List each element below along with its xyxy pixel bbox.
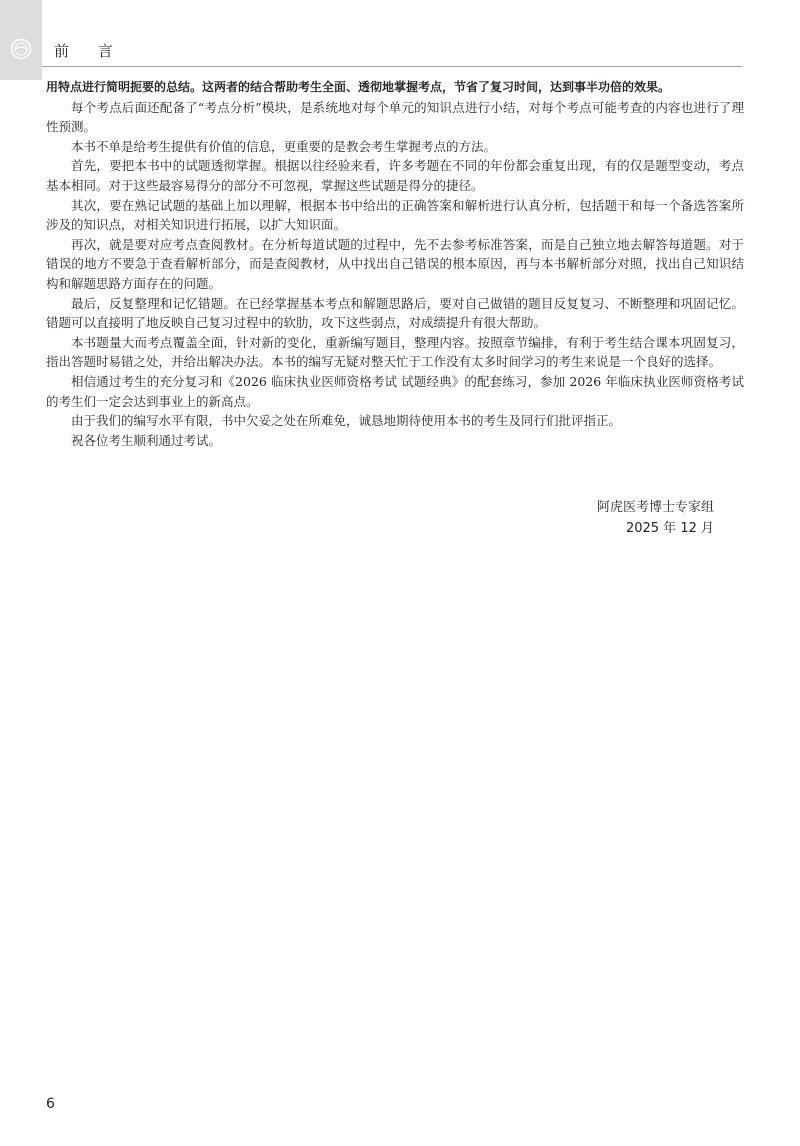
paragraph: 其次，要在熟记试题的基础上加以理解，根据本书中给出的正确答案和解析进行认真分析，包括题干和每一个备选答案所涉及的知识点，对相关知识进行拓展，以扩大知识面。: [46, 197, 744, 233]
signature-date: 2025 年 12 月: [625, 521, 714, 536]
paragraph: 每个考点后面还配备了“考点分析”模块，是系统地对每个单元的知识点进行小结，对每个考点可能考查的内容也进行了理性预测。: [46, 99, 744, 135]
chapter-title: 前 言: [54, 42, 125, 60]
paragraph: 最后，反复整理和记忆错题。在已经掌握基本考点和解题思路后，要对自己做错的题目反复复习、不断整理和巩固记忆。错题可以直接明了地反映自己复习过程中的软肋，攻下这些弱点，对成绩提升有很大帮助。: [46, 295, 744, 331]
paragraph-continued: 用特点进行简明扼要的总结。这两者的结合帮助考生全面、透彻地掌握考点，节省了复习时间，达到事半功倍的效果。: [46, 80, 671, 94]
paragraph: 相信通过考生的充分复习和《2026 临床执业医师资格考试 试题经典》的配套练习，参加 2026 年临床执业医师资格考试的考生们一定会达到事业上的新高点。: [46, 373, 744, 409]
page-number: 6: [46, 1096, 55, 1112]
paragraph: 由于我们的编写水平有限，书中欠妥之处在所难免，诚恳地期待使用本书的考生及同行们批评指正。: [71, 413, 622, 429]
header-divider: [42, 66, 742, 67]
paragraph: 祝各位考生顺利通过考试。: [71, 432, 222, 448]
header-side-tab: [0, 0, 42, 80]
paragraph: 再次，就是要对应考点查阅教材。在分析每道试题的过程中，先不去参考标准答案，而是自己独立地去解答每道题。对于错误的地方不要急于查看解析部分，而是查阅教材，从中找出自己错误的根本原因，再与本书解析部分对照，找出自己知识结构和解题思路方面存在的问题。: [46, 236, 744, 291]
signature-block: [597, 497, 714, 539]
paragraph: 首先，要把本书中的试题透彻掌握。根据以往经验来看，许多考题在不同的年份都会重复出现，有的仅是题型变动，考点基本相同。对于这些最容易得分的部分不可忽视，掌握这些试题是得分的捷径。: [46, 158, 744, 193]
preface-body: [46, 78, 744, 450]
signature-author: 阿虎医考博士专家组: [596, 500, 714, 515]
paragraph: 本书题量大而考点覆盖全面，针对新的变化，重新编写题目，整理内容。按照章节编排，有利于考生结合课本巩固复习，指出答题时易错之处，并给出解决办法。本书的编写无疑对整天忙于工作没有太多时间学习的考生来说是一个良好的选择。: [46, 334, 744, 370]
paragraph: 本书不单是给考生提供有价值的信息，更重要的是教会考生掌握考点的方法。: [71, 138, 497, 154]
publisher-logo-icon: [10, 38, 32, 60]
